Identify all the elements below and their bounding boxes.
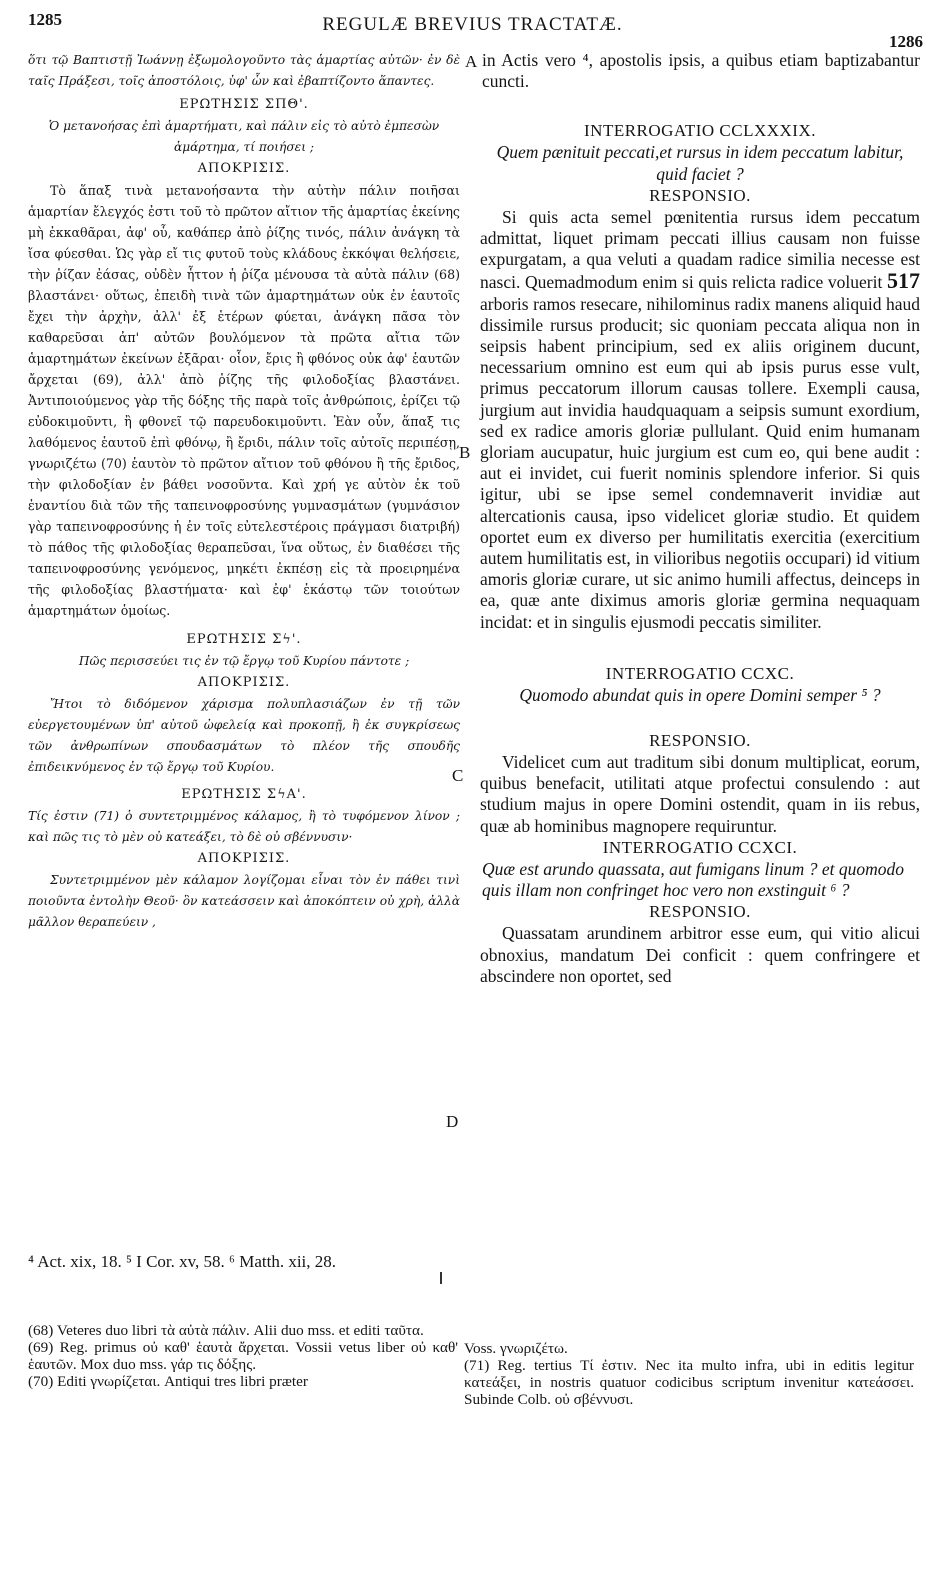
latin-q290-question: Quomodo abundat quis in opere Domini semper ⁵ ? bbox=[519, 684, 881, 705]
greek-q291-question: Τίς ἐστιν (71) ὁ συντετριμμένος κάλαμος, ἢ τὸ τυφόμενον λίνον ; καὶ πῶς τις τὸ μὲν οὐ κατεάξει, τὸ δὲ οὐ σβέννυσιν· bbox=[28, 809, 460, 844]
margin-letter-b: B bbox=[459, 443, 471, 462]
latin-q289-answer bbox=[480, 207, 920, 633]
footnote-70: (70) Editi γνωρίζεται. Antiqui tres libri præter bbox=[28, 1373, 308, 1390]
latin-q290-heading: INTERROGATIO CCXC. bbox=[605, 663, 795, 683]
latin-q289-heading: INTERROGATIO CCLXXXIX. bbox=[584, 121, 816, 141]
footnote-68: (68) Veteres duo libri τὰ αὐτὰ πάλιν. Alii duo mss. et editi ταῦτα. bbox=[28, 1322, 424, 1339]
latin-q289-answer-part2: arboris ramos resecare, nihilominus radix manens aliquid haud dissimile rursus producit; sic quoniam peccata aliqua non in seipsis habent principium, sed ex aliis originem ducunt, necessarium omnino est eum qui ab ipsis purus esse vult, primus peccatorum illorum causas tollere. Exempli causa, jurgium aut invidia haudquaquam a seipsis sumunt exordium, sed ex radice amoris gloriæ pullulant. Quid enim humanam gloriam aucupatur, huic jurgium est cum eo, qui bene audit : aut ei invidet, cui fuerit nominis splendore inferior. Si quis igitur, ubi se ipse semel condemnaverit invidiæ aut altercationis causa, ipso videlicet gloriæ studio. Et quidem oportet eum ex diverso per humilitatis exercitia (exercitium autem humilitatis est, in vilioribus negotiis occupari) id vitium amoris gloriæ curare, ut sic animo humili affectus, deinceps in ea, quæ ante diximus amoris gloriæ germina nequaquam incidat: et in singulis ejusmodi peccatis similiter. bbox=[480, 293, 920, 632]
greek-column bbox=[28, 50, 460, 933]
latin-q291-answer: Quassatam arundinem arbitror esse eum, qui vitio alicui obnoxius, mandatum Dei conficit : quem confringere et abscindere non oportet, sed bbox=[480, 923, 920, 986]
latin-q290-answer: Videlicet cum aut traditum sibi donum multiplicat, eorum, quibus benefacit, utilitati atque profectui consulendo : aut studium majus in opere Domini ostendit, quam in iis rebus, quæ ab hominibus magnopere requiruntur. bbox=[480, 752, 920, 836]
greek-q291-answer-heading: ΑΠΟΚΡΙΣΙΣ. bbox=[197, 851, 291, 866]
running-title: REGULÆ BREVIUS TRACTATÆ. bbox=[322, 14, 623, 35]
footnote-71: (71) Reg. tertius Τί ἐστιν. Nec ita multo infra, ubi in editis legitur κατεάξει, in nostris quatuor codicibus scriptum invenitur κατεάσσει. Subinde Colb. οὐ σβέννυσι. bbox=[464, 1357, 914, 1408]
latin-column bbox=[480, 50, 920, 987]
greek-q289-answer-heading: ΑΠΟΚΡΙΣΙΣ. bbox=[197, 161, 291, 176]
greek-q291-answer: Συντετριμμένον μὲν κάλαμον λογίζομαι εἶναι τὸν ἐν πάθει τινὶ ποιοῦντα ἐντολὴν Θεοῦ· ὃν κατεάσσειν καὶ ἀποκόπτειν οὐ χρὴ, ἀλλὰ μᾶλλον θεραπεύειν , bbox=[28, 873, 460, 929]
footnote-70-continued: Voss. γνωριζέτω. bbox=[464, 1340, 568, 1357]
greek-intro: ὅτι τῷ Βαπτιστῇ Ἰωάννῃ ἐξωμολογοῦντο τὰς ἁμαρτίας αὐτῶν· ἐν δὲ ταῖς Πράξεσι, τοῖς ἀποστόλοις, ὑφ' ὧν καὶ ἐβαπτίζοντο ἅπαντες. bbox=[28, 53, 460, 88]
latin-q291-heading: INTERROGATIO CCXCI. bbox=[602, 837, 798, 857]
greek-q291-heading: ΕΡΩΤΗΣΙΣ ΣϟΑ'. bbox=[181, 787, 307, 802]
latin-q290-answer-heading: RESPONSIO. bbox=[649, 731, 751, 751]
greek-q289-question: Ὁ μετανοήσας ἐπὶ ἁμαρτήματι, καὶ πάλιν εἰς τὸ αὐτὸ ἐμπεσὼν ἁμάρτημα, τί ποιήσει ; bbox=[48, 119, 440, 154]
greek-q290-question: Πῶς περισσεύει τις ἐν τῷ ἔργῳ τοῦ Κυρίου πάντοτε ; bbox=[78, 654, 410, 668]
greek-q289-answer: Τὸ ἅπαξ τινὰ μετανοήσαντα τὴν αὐτὴν πάλιν ποιῆσαι ἁμαρτίαν ἔλεγχός ἐστι τοῦ τὸ πρῶτον αἴτιον τῆς ἁμαρτίας ἐκείνης μὴ ἐκκαθᾶραι, ἀφ' οὗ, καθάπερ ἀπὸ ῥίζης τινός, πάλιν ἀνάγκη τὰ ἴσα φύεσθαι. Ὡς γὰρ εἴ τις φυτοῦ τοὺς κλάδους ἐκκόψαι θελήσειε, τὴν ῥίζαν ἐάσας, οὐδὲν ἧττον ἡ ῥίζα μένουσα τὰ αὐτὰ πάλιν (68) βλαστάνει· οὕτως, ἐπειδὴ τινὰ τῶν ἁμαρτημάτων οὐκ ἐν ἑαυτοῖς ἔχει τὴν ἀρχὴν, ἀλλ' ἐξ ἑτέρων φύεται, ἀνάγκη πᾶσα τὸν καθαρεῦσαι ἀπ' αὐτῶν βουλόμενον τὰ πρῶτα αἴτια τῶν ἁμαρτημάτων ἐκείνων ἐξᾶραι· οἷον, ἔρις ἢ φθόνος οὐκ ἀφ' ἑαυτῶν ἄρχεται (69), ἀλλ' ἀπὸ ῥίζης τῆς φιλοδοξίας βλαστάνει. Ἀντιποιούμενος γὰρ τῆς δόξης τῆς παρὰ τοῖς ἀνθρώποις, ἐρίζει τῷ εὐδοκιμοῦντι, ἢ φθονεῖ τῷ παρευδοκιμοῦντι. Ἐὰν οὖν, ἅπαξ τις λαθόμενος ἑαυτοῦ ἐπὶ φθόνῳ, ἢ ἔριδι, πάλιν τοῖς αὐτοῖς περιπέσῃ, γνωριζέτω (70) ἑαυτὸν τὸ πρῶτον αἴτιον τοῦ φθόνου ἢ τῆς ἔριδος, τὴν φιλοδοξίαν ἐν βάθει νοσοῦντα. Καὶ χρή γε αὐτὸν ἐκ τοῦ ἐναντίου διὰ τῶν τῆς ταπεινοφροσύνης γυμνασμάτων (γυμνάσιον γὰρ ταπεινοφροσύνης ἡ ἐν τοῖς εὐτελεστέροις πράγμασι διατριβή) τὸ πάθος τῆς φιλοδοξίας θεραπεῦσαι, ἵνα οὕτως, ἐν διαθέσει τῆς ταπεινοφροσύνης γενόμενος, μηκέτι ἐκπέσῃ εἰς τὰ προειρημένα τῆς φιλοδοξίας βλαστήματα· καὶ ἐφ' ἑκάστῳ τῶν τοιούτων ἁμαρτημάτων ὁμοίως. bbox=[28, 183, 460, 618]
footnotes-left bbox=[28, 1322, 458, 1390]
latin-q289-answer-part1: Si quis acta semel pœnitentia rursus idem peccatum admittat, liquet primam peccati illius causam non fuisse expurgatam, a qua veluti a quadam radice similia necesse est nasci. Quemadmodum enim si quis relicta radice voluerit bbox=[480, 206, 920, 293]
margin-letter-c: C bbox=[452, 766, 464, 785]
latin-q291-question: Quæ est arundo quassata, aut fumigans linum ? et quomodo quis illam non confringet hoc vero non exstinguit ⁶ ? bbox=[482, 858, 904, 901]
margin-letter-a: A bbox=[465, 52, 478, 71]
latin-q289-answer-heading: RESPONSIO. bbox=[649, 185, 751, 205]
latin-q289-question: Quem pænituit peccati,et rursus in idem peccatum labitur, quid faciet ? bbox=[496, 142, 904, 184]
column-rule-mark bbox=[440, 1272, 442, 1284]
footnote-69: (69) Reg. primus οὐ καθ' ἑαυτὰ ἄρχεται. Vossii vetus liber οὐ καθ' ἑαυτῶν. Mox duo mss. γάρ τις δόξης. bbox=[28, 1339, 458, 1373]
page-number-left: 1285 bbox=[28, 10, 62, 29]
latin-q291-answer-heading: RESPONSIO. bbox=[649, 902, 751, 922]
greek-q290-answer: Ἤτοι τὸ διδόμενον χάρισμα πολυπλασιάζων ἐν τῇ τῶν εὐεργετουμένων ὑπ' αὐτοῦ ὠφελείᾳ καὶ προκοπῇ, ἢ ἐκ συγκρίσεως τῶν ἀνθρωπίνων σπουδασμάτων τὸ πλέον τῆς σπουδῆς ἐπιδεικνύμενος ἐν τῷ ἔργῳ τοῦ Κυρίου. bbox=[28, 697, 460, 774]
greek-q290-answer-heading: ΑΠΟΚΡΙΣΙΣ. bbox=[197, 675, 291, 690]
greek-q289-heading: ΕΡΩΤΗΣΙΣ ΣΠΘ'. bbox=[179, 97, 309, 112]
scripture-references: ⁴ Act. xix, 18. ⁵ I Cor. xv, 58. ⁶ Matth. xii, 28. bbox=[28, 1252, 337, 1271]
page-number-right: 1286 bbox=[889, 32, 923, 51]
latin-intro: in Actis vero ⁴, apostolis ipsis, a quibus etiam baptizabantur cuncti. bbox=[482, 50, 920, 92]
column-number: 517 bbox=[887, 268, 920, 294]
footnotes-right bbox=[464, 1340, 914, 1408]
greek-q290-heading: ΕΡΩΤΗΣΙΣ Σϟ'. bbox=[186, 632, 302, 647]
margin-letter-d: D bbox=[446, 1112, 459, 1131]
